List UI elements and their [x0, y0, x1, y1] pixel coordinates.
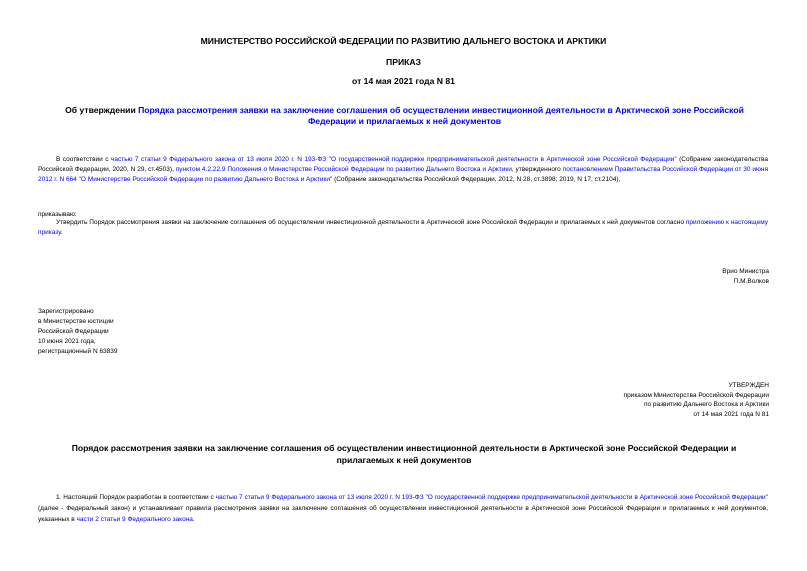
clause-1-text-3: .: [192, 516, 195, 523]
signature-position: Врио Министра: [722, 268, 769, 275]
registration-line-5: регистрационный N 63839: [38, 348, 118, 355]
subject-prefix: Об утверждении: [65, 105, 139, 115]
preamble-link-federal-law[interactable]: частью 7 статьи 9 Федерального закона от 13 июля 2020 г. N 193-ФЗ "О государственной поддержке предпринимательской деятельности в Арктической зоне Российской Федерации": [110, 156, 677, 163]
subject-link[interactable]: Порядка рассмотрения заявки на заключение соглашения об осуществлении инвестиционной деятельности в Арктической зоне Российской Федерации и прилагаемых к ней документов: [138, 105, 744, 126]
signature-block: [722, 267, 769, 287]
preamble-text-1: В соответствии с: [56, 156, 111, 163]
preamble-paragraph: [38, 155, 768, 185]
approve-text-2: .: [60, 229, 63, 236]
approve-text-1: Утвердить Порядок рассмотрения заявки на заключение соглашения об осуществлении инвестиционной деятельности в Арктической зоне Российской Федерации и прилагаемых к ней документов согласно: [56, 219, 686, 226]
clause-1-link-federal-law[interactable]: частью 7 статьи 9 Федерального закона от 13 июля 2020 г. N 193-ФЗ "О государственной поддержке предпринимательской деятельности в Арктической зоне Российской Федерации": [215, 494, 768, 501]
approved-line-1: УТВЕРЖДЕН: [728, 382, 769, 389]
registration-line-1: Зарегистрировано: [38, 308, 94, 315]
clause-1-paragraph: [38, 492, 768, 525]
ministry-heading: МИНИСТЕРСТВО РОССИЙСКОЙ ФЕДЕРАЦИИ ПО РАЗВИТИЮ ДАЛЬНЕГО ВОСТОКА И АРКТИКИ: [200, 36, 607, 46]
preamble-link-regulation-clause[interactable]: пунктом 4.2.22.9 Положения о Министерстве Российской Федерации по развитию Дальнего Востока и Арктики: [175, 166, 512, 173]
preamble-text-3: , утвержденного: [511, 166, 563, 173]
clause-1-link-article-part[interactable]: части 2 статьи 9 Федерального закона: [76, 516, 193, 523]
signature-name: П.М.Волков: [733, 278, 769, 285]
registration-line-2: в Министерстве юстиции: [38, 318, 114, 325]
order-word: приказываю:: [38, 211, 77, 218]
registration-line-3: Российской Федерации: [38, 328, 109, 335]
clause-1-text-1: 1. Настоящий Порядок разработан в соответствии с: [56, 494, 216, 501]
approved-block: [624, 381, 769, 419]
preamble-text-2: (Собрание законодательства Российской Федерации, 2020, N 29, ст.4503),: [38, 156, 768, 173]
approve-link-appendix[interactable]: приложению к настоящему приказу: [38, 219, 768, 236]
approved-line-4: от 14 мая 2021 года N 81: [693, 410, 769, 418]
clause-1-text-2: (далее - Федеральный закон) и устанавливает правила рассмотрения заявки на заключение соглашения об осуществлении инвестиционной деятельности в Арктической зоне Российской Федерации и прилагаемых к ней документов, указанных в: [38, 505, 768, 523]
preamble-text-4: (Собрание законодательства Российской Федерации, 2012, N 28, ст.3898; 2019, N 17, ст.2104),: [332, 176, 621, 183]
registration-block: [38, 307, 118, 357]
order-subject: [42, 105, 767, 127]
registration-line-4: 10 июня 2021 года,: [38, 338, 96, 345]
doc-type-heading: ПРИКАЗ: [386, 57, 421, 67]
approved-line-2: приказом Министерства Российской Федерации: [623, 391, 769, 399]
procedure-title: Порядок рассмотрения заявки на заключение соглашения об осуществлении инвестиционной деятельности в Арктической зоне Российской Федерации и прилагаемых к ней документов: [71, 443, 737, 465]
approve-paragraph: [38, 218, 768, 238]
approved-line-3: по развитию Дальнего Востока и Арктики: [643, 401, 769, 408]
preamble-link-government-decree[interactable]: постановлением Правительства Российской Федерации от 30 июня 2012 г. N 664 "О Министерстве Российской Федерации по развитию Дальнего Востока и Арктики": [38, 166, 769, 183]
order-date-number: от 14 мая 2021 года N 81: [352, 76, 455, 86]
